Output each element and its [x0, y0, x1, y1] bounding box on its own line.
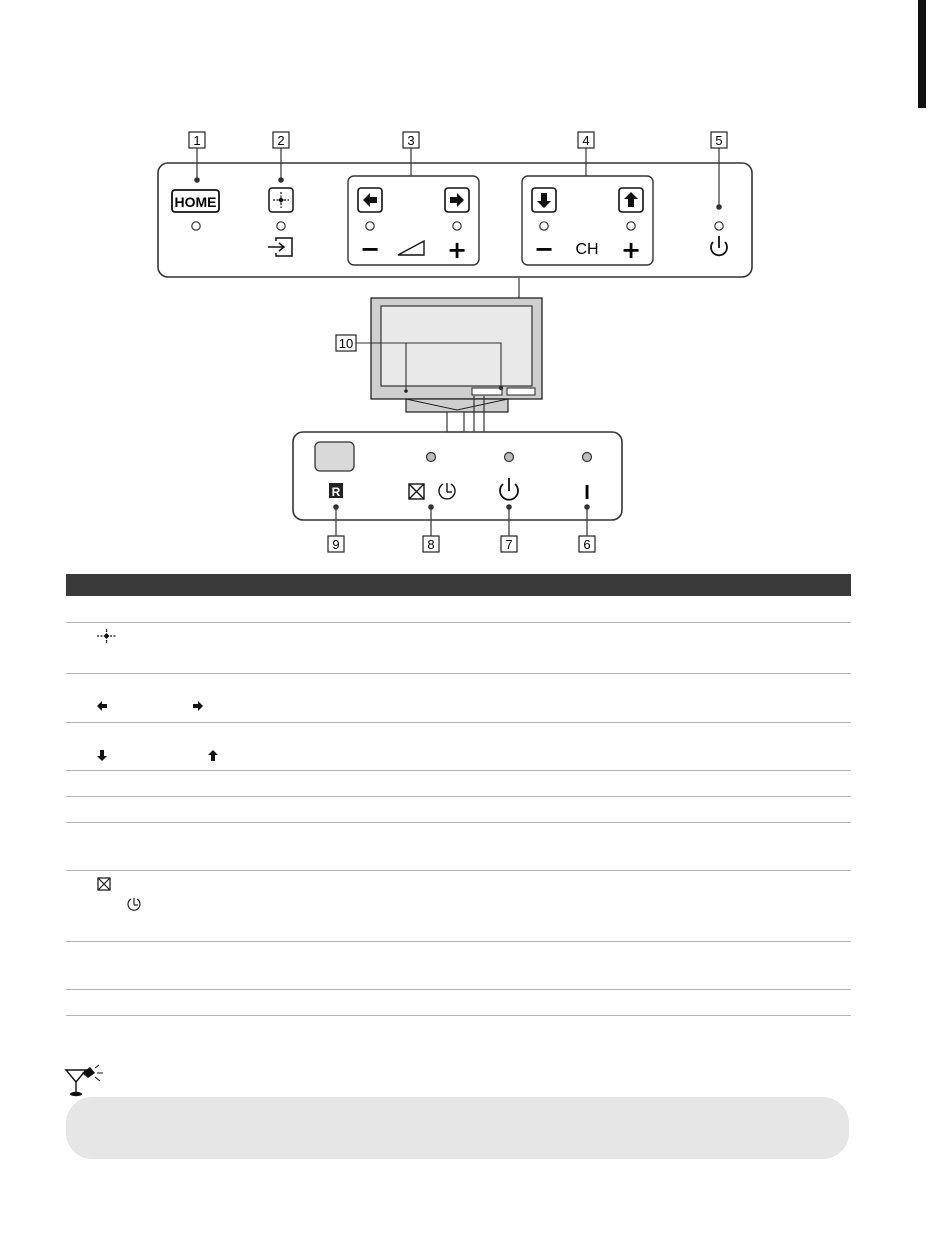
left-right-arrows-icon — [94, 700, 214, 712]
callout-4 — [578, 132, 594, 148]
table-row-5 — [66, 771, 851, 797]
volume-left-button[interactable] — [358, 188, 382, 212]
table-row-1 — [66, 596, 851, 623]
remote-sensor-icon — [329, 483, 343, 499]
power-on-led — [583, 453, 592, 462]
channel-plus: + — [620, 236, 642, 264]
channel-down-button[interactable] — [532, 188, 556, 212]
svg-text:8: 8 — [427, 537, 435, 552]
table-row-2 — [66, 623, 851, 674]
picture-off-timer-led — [427, 453, 436, 462]
svg-text:3: 3 — [407, 133, 415, 148]
volume-plus: + — [446, 236, 468, 264]
svg-text:4: 4 — [582, 133, 590, 148]
tv-illustration — [371, 298, 542, 432]
channel-minus: − — [533, 235, 555, 263]
input-select-button[interactable] — [269, 188, 293, 212]
callout-10 — [336, 335, 356, 351]
standby-icon — [500, 478, 518, 500]
callout-1 — [189, 132, 205, 148]
home-led — [192, 222, 200, 230]
callout-6 — [579, 536, 595, 552]
power-led-top — [715, 222, 723, 230]
channel-down-led — [540, 222, 548, 230]
channel-up-button[interactable] — [619, 188, 643, 212]
tv-controls-diagram — [0, 0, 930, 560]
down-up-arrows-icon — [94, 749, 224, 762]
svg-text:5: 5 — [715, 133, 723, 148]
remote-sensor-window — [315, 442, 354, 471]
volume-minus: − — [359, 235, 381, 263]
callout-9 — [328, 536, 344, 552]
power-icon[interactable] — [711, 236, 727, 255]
table-row-6 — [66, 797, 851, 823]
center-select-icon — [94, 629, 120, 645]
svg-text:1: 1 — [193, 133, 201, 148]
table-row-10 — [66, 990, 851, 1016]
power-on-symbol: I — [584, 482, 590, 504]
callout-5 — [711, 132, 727, 148]
tip-box — [66, 1097, 849, 1159]
standby-led — [505, 453, 514, 462]
channel-up-led — [627, 222, 635, 230]
table-row-3 — [66, 674, 851, 723]
channel-label: CH — [575, 241, 599, 258]
svg-text:2: 2 — [277, 133, 285, 148]
picture-off-icon — [409, 484, 424, 499]
table-row-9 — [66, 942, 851, 990]
input-icon — [268, 238, 292, 256]
volume-left-led — [366, 222, 374, 230]
table-row-4 — [66, 723, 851, 771]
callout-8 — [423, 536, 439, 552]
home-button[interactable] — [172, 190, 219, 212]
callout-7 — [501, 536, 517, 552]
svg-text:R: R — [331, 485, 341, 499]
svg-text:HOME: HOME — [174, 194, 217, 210]
controls-description-table — [66, 574, 851, 1016]
volume-icon — [398, 241, 424, 255]
picture-off-timer-icon — [94, 877, 174, 917]
input-led — [277, 222, 285, 230]
table-row-8 — [66, 871, 851, 942]
table-header — [66, 574, 851, 596]
svg-text:6: 6 — [583, 537, 591, 552]
volume-right-button[interactable] — [445, 188, 469, 212]
callout-2 — [273, 132, 289, 148]
tip-lamp-icon — [64, 1064, 106, 1098]
table-row-7 — [66, 823, 851, 871]
volume-right-led — [453, 222, 461, 230]
timer-icon — [439, 483, 455, 499]
callout-3 — [403, 132, 419, 148]
svg-text:9: 9 — [332, 537, 340, 552]
svg-text:7: 7 — [505, 537, 513, 552]
svg-text:10: 10 — [338, 336, 354, 351]
